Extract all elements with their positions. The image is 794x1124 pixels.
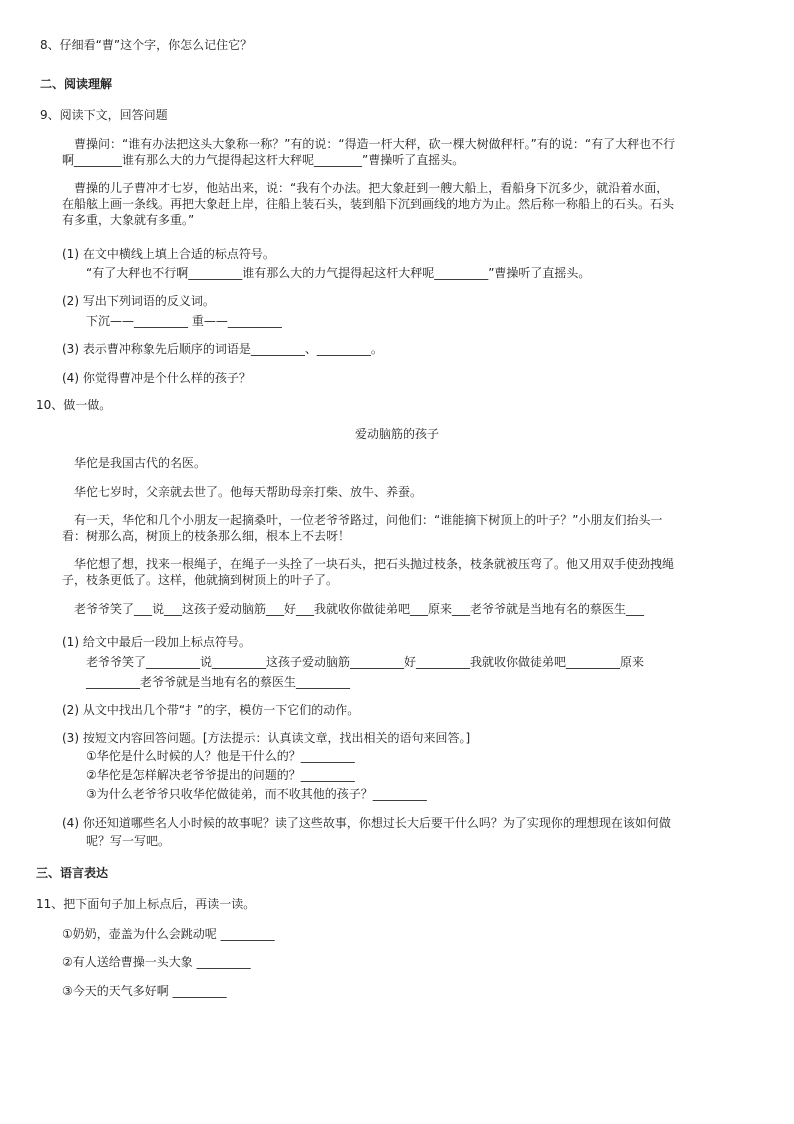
story-title: 爱动脑筋的孩子 bbox=[354, 427, 439, 441]
sentence-item: ③今天的天气多好啊 _________ bbox=[62, 984, 227, 998]
subquestion-9-2-blanks: 下沉——_________ 重——_________ bbox=[86, 314, 282, 328]
passage-line: 啊________谁有那么大的力气提得起这杆大秤呢________”曹操听了直摇头。 bbox=[62, 153, 465, 167]
subquestion-9-3: (3) 表示曹冲称象先后顺序的词语是_________、_________。 bbox=[62, 342, 383, 356]
subquestion-10-1-blanks: 老爷爷笑了_________说_________这孩子爱动脑筋_________好_________我就收你做徒弟吧_________原来 bbox=[86, 655, 645, 669]
subquestion-10-1-blanks: _________老爷爷就是当地有名的蔡医生_________ bbox=[86, 675, 351, 689]
subquestion-10-3-item: ①华佗是什么时候的人？他是干什么的？_________ bbox=[86, 749, 355, 763]
section-heading-expression: 三、语言表达 bbox=[36, 866, 109, 880]
subquestion-10-4-line: 呢？写一写吧。 bbox=[86, 834, 171, 848]
story-paragraph: 老爷爷笑了___说___这孩子爱动脑筋___好___我就收你做徒弟吧___原来___老爷爷就是当地有名的蔡医生___ bbox=[74, 602, 645, 616]
story-paragraph: 华佗七岁时，父亲就去世了。他每天帮助母亲打柴、放牛、养蚕。 bbox=[74, 485, 423, 499]
sentence-item: ①奶奶，壶盖为什么会跳动呢 _________ bbox=[62, 927, 275, 941]
story-line: 华佗想了想，找来一根绳子，在绳子一头拴了一块石头，把石头抛过枝条，枝条就被压弯了。他又用双手使劲拽绳 bbox=[74, 557, 675, 571]
subquestion-9-2: (2) 写出下列词语的反义词。 bbox=[62, 294, 215, 308]
subquestion-10-3-item: ③为什么老爷爷只收华佗做徒弟，而不收其他的孩子？_________ bbox=[86, 787, 427, 801]
subquestion-10-3-item: ②华佗是怎样解决老爷爷提出的问题的？_________ bbox=[86, 768, 355, 782]
passage-line: 在船舷上画一条线。再把大象赶上岸，往船上装石头，装到船下沉到画线的地方为止。然后称一称船上的石头。石头 bbox=[62, 197, 675, 211]
sentence-item: ②有人送给曹操一头大象 _________ bbox=[62, 955, 251, 969]
passage-line: 曹操的儿子曹冲才七岁，他站出来，说：“我有个办法。把大象赶到一艘大船上，看船身下沉多少，就沿着水面， bbox=[74, 181, 669, 195]
section-heading-reading: 二、阅读理解 bbox=[40, 77, 113, 91]
story-line: 有一天，华佗和几个小朋友一起摘桑叶，一位老爷爷路过，问他们：“谁能摘下树顶上的叶子？”小朋友们抬头一 bbox=[74, 513, 663, 527]
question-10-heading: 10、做一做。 bbox=[36, 398, 112, 412]
question-8: 8、仔细看“曹”这个字，你怎么记住它？ bbox=[40, 38, 253, 52]
story-paragraph: 华佗是我国古代的名医。 bbox=[74, 456, 207, 470]
subquestion-10-3: (3) 按短文内容回答问题。[方法提示：认真读文章，找出相关的语句来回答。] bbox=[62, 731, 471, 745]
passage-line: 有多重，大象就有多重。” bbox=[62, 213, 195, 227]
subquestion-10-1: (1) 给文中最后一段加上标点符号。 bbox=[62, 635, 251, 649]
subquestion-9-4: (4) 你觉得曹冲是个什么样的孩子？ bbox=[62, 371, 251, 385]
question-11-heading: 11、把下面句子加上标点后，再读一读。 bbox=[36, 897, 256, 911]
question-9-heading: 9、阅读下文，回答问题 bbox=[40, 108, 168, 122]
subquestion-9-1: (1) 在文中横线上填上合适的标点符号。 bbox=[62, 247, 275, 261]
story-line: 看：树那么高，树顶上的枝条那么细，根本上不去呀！ bbox=[62, 529, 351, 543]
subquestion-9-1-blanks: “有了大秤也不行啊_________谁有那么大的力气提得起这杆大秤呢_________”曹操听了直摇头。 bbox=[86, 266, 591, 280]
subquestion-10-4: (4) 你还知道哪些名人小时候的故事呢？读了这些故事，你想过长大后要干什么吗？为了实现你的理想现在该如何做 bbox=[62, 816, 671, 830]
passage-line: 曹操问：“谁有办法把这头大象称一称？”有的说：“得造一杆大秤，砍一棵大树做秤杆。”有的说：“有了大秤也不行 bbox=[74, 137, 676, 151]
subquestion-10-2: (2) 从文中找出几个带“扌”的字，模仿一下它们的动作。 bbox=[62, 703, 360, 717]
story-line: 子，枝条更低了。这样，他就摘到树顶上的叶子了。 bbox=[62, 573, 339, 587]
